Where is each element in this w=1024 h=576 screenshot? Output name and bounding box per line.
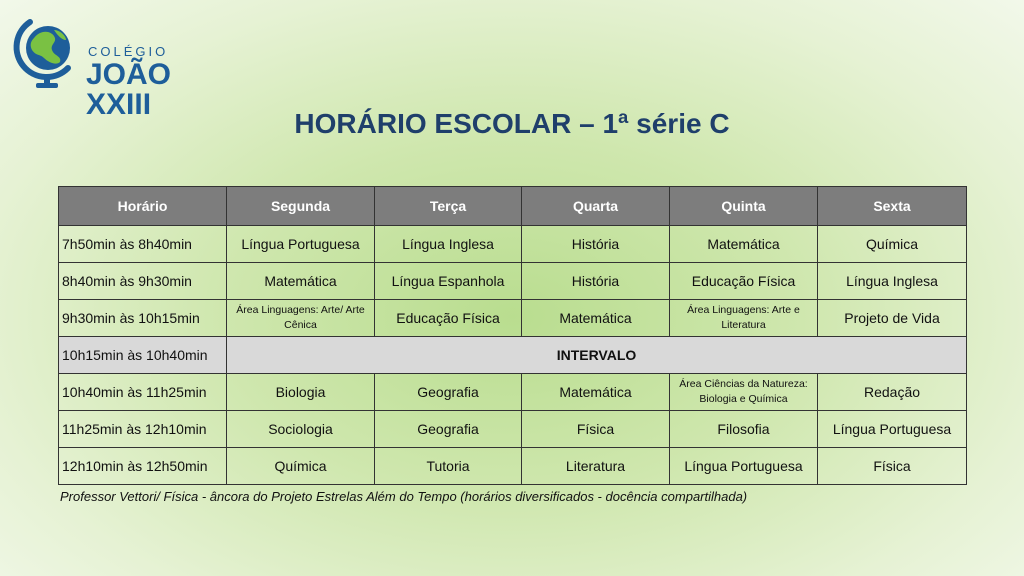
time-cell: 8h40min às 9h30min [59, 263, 227, 300]
subject-cell: Língua Inglesa [818, 263, 967, 300]
subject-cell: Educação Física [375, 300, 522, 337]
schedule-table [58, 186, 967, 485]
subject-cell: Matemática [522, 300, 670, 337]
subject-cell: Área Linguagens: Arte e Literatura [670, 300, 818, 337]
subject-cell: Física [522, 411, 670, 448]
subject-cell: Química [227, 448, 375, 485]
time-cell: 7h50min às 8h40min [59, 226, 227, 263]
subject-cell: Literatura [522, 448, 670, 485]
globe-icon [10, 16, 80, 90]
subject-cell: Geografia [375, 374, 522, 411]
subject-cell: Filosofia [670, 411, 818, 448]
column-header-4: Quinta [670, 187, 818, 226]
subject-cell: Área Ciências da Natureza: Biologia e Química [670, 374, 818, 411]
subject-cell: Geografia [375, 411, 522, 448]
table-row [59, 263, 967, 300]
subject-cell: Sociologia [227, 411, 375, 448]
time-cell: 11h25min às 12h10min [59, 411, 227, 448]
subject-cell: Tutoria [375, 448, 522, 485]
time-cell: 9h30min às 10h15min [59, 300, 227, 337]
subject-cell: Língua Inglesa [375, 226, 522, 263]
subject-cell: Língua Espanhola [375, 263, 522, 300]
table-row [59, 411, 967, 448]
subject-cell: Língua Portuguesa [670, 448, 818, 485]
subject-cell: História [522, 226, 670, 263]
subject-cell: Química [818, 226, 967, 263]
footnote: Professor Vettori/ Física - âncora do Projeto Estrelas Além do Tempo (horários diversificados - docência compartilhada) [60, 489, 748, 504]
time-cell: 12h10min às 12h50min [59, 448, 227, 485]
logo-name: JOÃO XXIII [86, 58, 172, 121]
interval-row [59, 337, 967, 374]
column-header-1: Segunda [227, 187, 375, 226]
subject-cell: História [522, 263, 670, 300]
subject-cell: Matemática [670, 226, 818, 263]
table-header-row [59, 187, 967, 226]
subject-cell: Matemática [227, 263, 375, 300]
table-row [59, 226, 967, 263]
subject-cell: Redação [818, 374, 967, 411]
time-cell: 10h40min às 11h25min [59, 374, 227, 411]
subject-cell: Língua Portuguesa [227, 226, 375, 263]
subject-cell: Língua Portuguesa [818, 411, 967, 448]
time-cell: 10h15min às 10h40min [59, 337, 227, 374]
column-header-3: Quarta [522, 187, 670, 226]
page-title: HORÁRIO ESCOLAR – 1ª série C [294, 108, 730, 139]
subject-cell: Área Linguagens: Arte/ Arte Cênica [227, 300, 375, 337]
table-row [59, 300, 967, 337]
subject-cell: Projeto de Vida [818, 300, 967, 337]
table-row [59, 448, 967, 485]
subject-cell: Educação Física [670, 263, 818, 300]
column-header-2: Terça [375, 187, 522, 226]
interval-cell: INTERVALO [227, 337, 967, 374]
subject-cell: Matemática [522, 374, 670, 411]
table-row [59, 374, 967, 411]
logo-subtitle: COLÉGIO [88, 44, 169, 59]
column-header-5: Sexta [818, 187, 967, 226]
subject-cell: Biologia [227, 374, 375, 411]
subject-cell: Física [818, 448, 967, 485]
school-logo [10, 16, 240, 121]
column-header-0: Horário [59, 187, 227, 226]
